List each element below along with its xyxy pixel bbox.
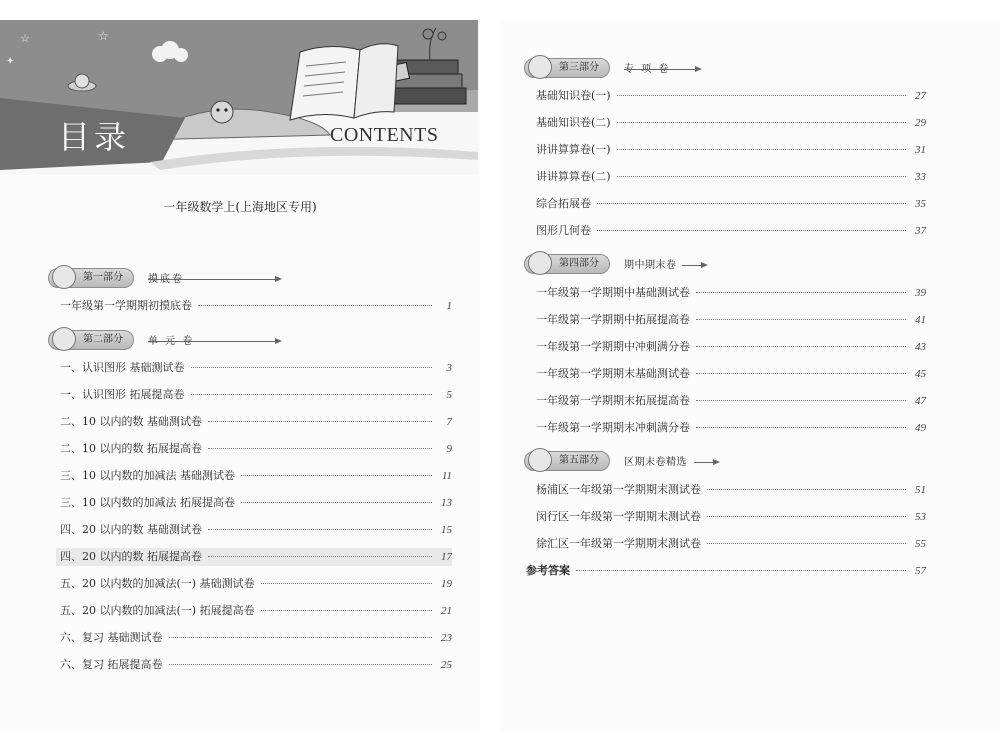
toc-entry[interactable]: 一年级第一学期期末拓展提高卷 47 — [536, 394, 926, 407]
check-badge-icon — [528, 251, 552, 275]
section-header-4 — [524, 254, 706, 274]
toc-entry[interactable]: 四、20 以内的数 基础测试卷 15 — [60, 523, 452, 536]
toc-entry[interactable]: 基础知识卷(一) 27 — [536, 89, 926, 102]
toc-entry[interactable]: 四、20 以内的数 拓展提高卷 17 — [56, 548, 452, 566]
section-rule — [624, 69, 700, 70]
toc-entry[interactable]: 一年级第一学期期中冲刺满分卷 43 — [536, 340, 926, 353]
section-name: 专 项 卷 — [624, 64, 671, 75]
svg-text:✦: ✦ — [6, 56, 15, 67]
section-tag: 第四部分 — [524, 254, 610, 274]
section-tag: 第五部分 — [524, 451, 610, 471]
svg-text:☆: ☆ — [98, 29, 109, 43]
section-name: 单 元 卷 — [148, 336, 195, 347]
toc-entry[interactable]: 一、认识图形 基础测试卷 3 — [60, 361, 452, 374]
toc-entry[interactable]: 五、20 以内数的加减法(一) 拓展提高卷 21 — [60, 604, 452, 617]
check-badge-icon — [528, 448, 552, 472]
toc-entry[interactable]: 二、10 以内的数 拓展提高卷 9 — [60, 442, 452, 455]
check-badge-icon — [52, 327, 76, 351]
toc-title: 目录 — [58, 118, 131, 156]
section-name: 期中期末卷 — [624, 260, 677, 271]
toc-entry[interactable]: 杨浦区一年级第一学期期末测试卷 51 — [536, 483, 926, 496]
toc-entry[interactable]: 五、20 以内数的加减法(一) 基础测试卷 19 — [60, 577, 452, 590]
toc-entry[interactable]: 一年级第一学期期末基础测试卷 45 — [536, 367, 926, 380]
section-header-2 — [48, 330, 238, 350]
section-name: 区期末卷精选 — [624, 457, 687, 468]
header-banner — [0, 20, 478, 175]
toc-entry-answers[interactable]: 参考答案 57 — [526, 564, 926, 577]
check-badge-icon — [528, 55, 552, 79]
check-badge-icon — [52, 265, 76, 289]
toc-entry[interactable]: 闵行区一年级第一学期期末测试卷 53 — [536, 510, 926, 523]
toc-entry[interactable]: 一年级第一学期期末冲刺满分卷 49 — [536, 421, 926, 434]
section-header-1 — [48, 268, 238, 288]
toc-entry[interactable]: 基础知识卷(二) 29 — [536, 116, 926, 129]
book-subtitle: 一年级数学上(上海地区专用) — [163, 200, 317, 214]
toc-entry[interactable]: 一年级第一学期期中拓展提高卷 41 — [536, 313, 926, 326]
toc-entry[interactable]: 综合拓展卷 35 — [536, 197, 926, 210]
toc-entry[interactable]: 一、认识图形 拓展提高卷 5 — [60, 388, 452, 401]
toc-entry[interactable]: 六、复习 基础测试卷 23 — [60, 631, 452, 644]
toc-entry[interactable]: 讲讲算算卷(二) 33 — [536, 170, 926, 183]
section-name: 摸底卷 — [148, 274, 184, 285]
toc-entry[interactable]: 三、10 以内数的加减法 基础测试卷 11 — [60, 469, 452, 482]
toc-entry[interactable]: 一年级第一学期期中基础测试卷 39 — [536, 286, 926, 299]
toc-entry[interactable]: 二、10 以内的数 基础测试卷 7 — [60, 415, 452, 428]
section-tag: 第二部分 — [48, 330, 134, 350]
section-rule — [148, 341, 280, 342]
section-header-5 — [524, 451, 720, 471]
toc-entry[interactable]: 一年级第一学期期初摸底卷 1 — [60, 299, 452, 312]
section-tag: 第一部分 — [48, 268, 134, 288]
section-rule — [682, 265, 706, 266]
section-tag: 第三部分 — [524, 58, 610, 78]
toc-entry[interactable]: 三、10 以内数的加减法 拓展提高卷 13 — [60, 496, 452, 509]
contents-label: CONTENTS — [330, 124, 439, 146]
svg-text:☆: ☆ — [20, 32, 30, 45]
toc-entry[interactable]: 徐汇区一年级第一学期期末测试卷 55 — [536, 537, 926, 550]
section-rule — [694, 462, 718, 463]
toc-entry[interactable]: 讲讲算算卷(一) 31 — [536, 143, 926, 156]
section-rule — [148, 279, 280, 280]
toc-entry[interactable]: 图形几何卷 37 — [536, 224, 926, 237]
section-header-3 — [524, 58, 706, 78]
toc-entry[interactable]: 六、复习 拓展提高卷 25 — [60, 658, 452, 671]
